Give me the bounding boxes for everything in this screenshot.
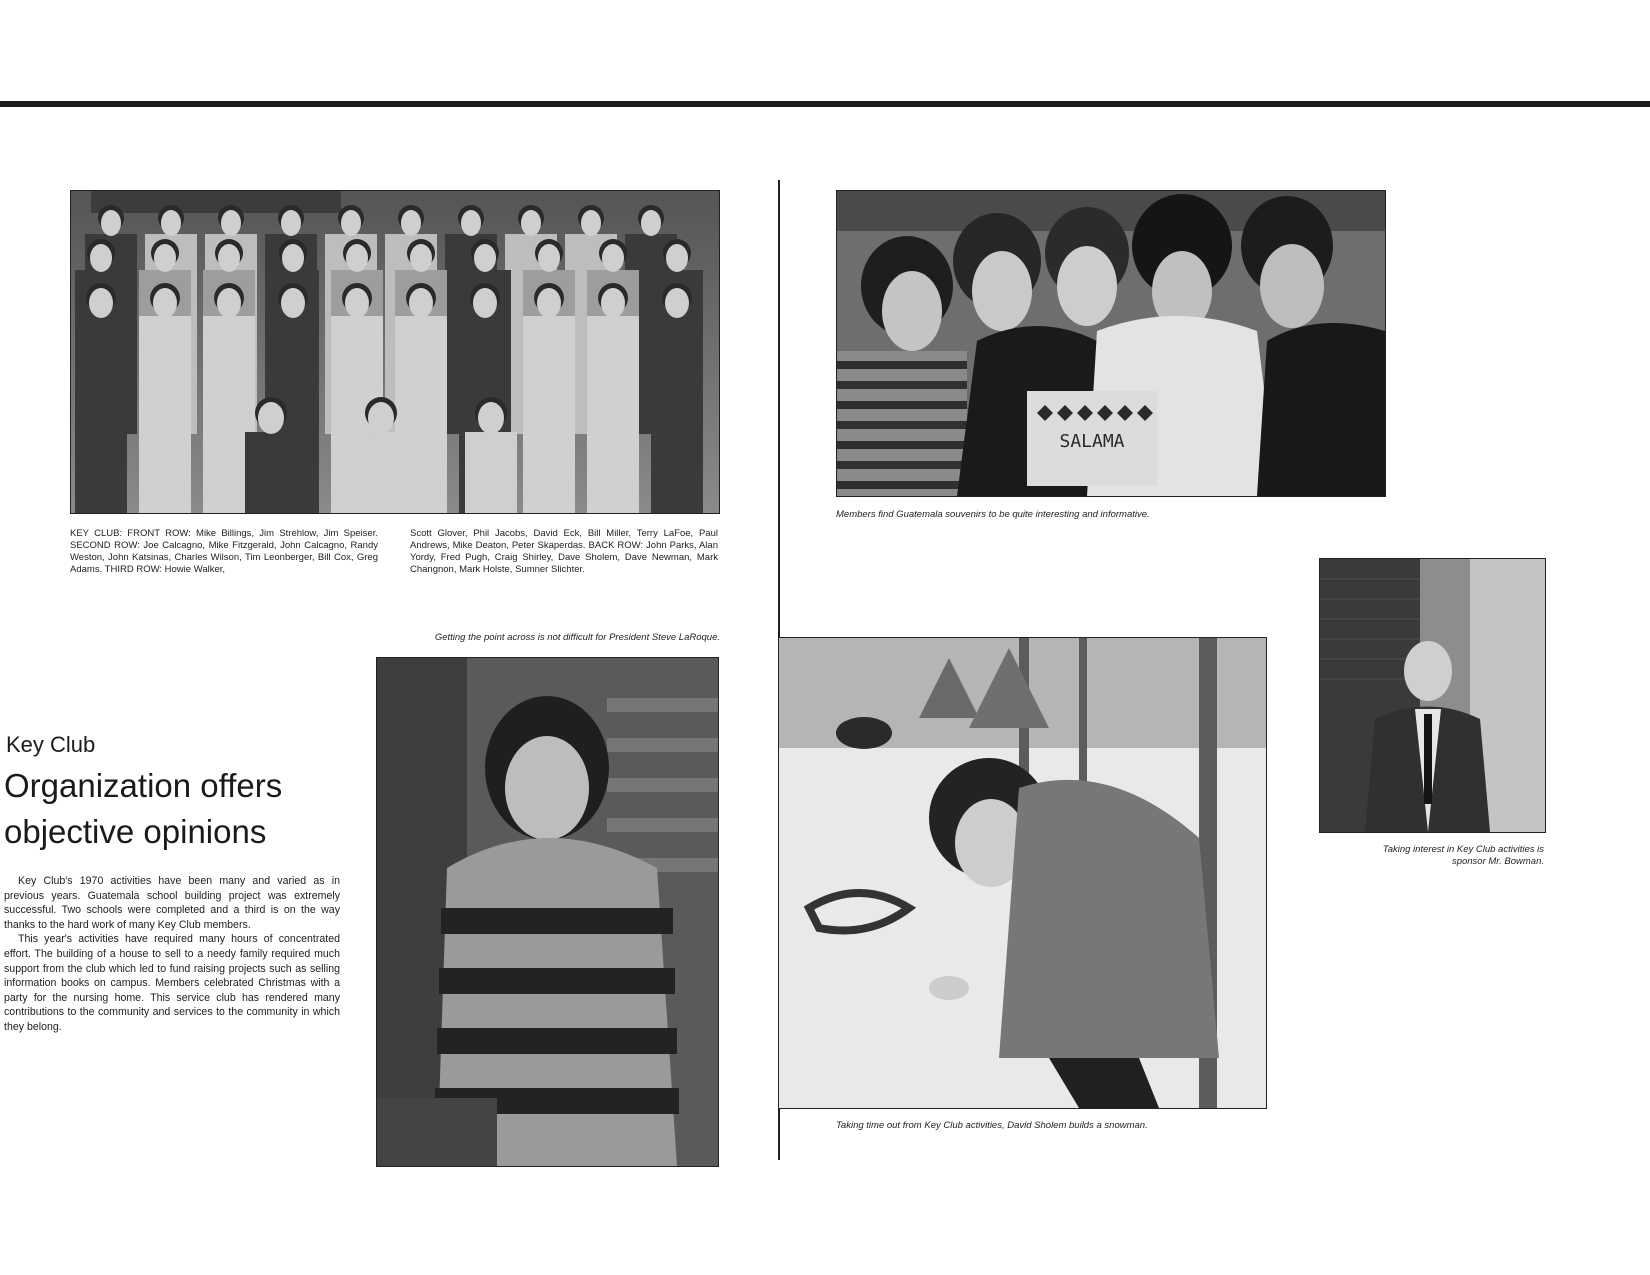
souvenir-photo (836, 190, 1386, 497)
snowman-photo-caption: Taking time out from Key Club activities, David Sholem builds a snowman. (836, 1120, 1148, 1131)
article-paragraph-2: This year's activities have required many hours of concentrated effort. The building of a house to sell to a needy family required much support from the club which led to fund raising projects such as selling information books on campus. Members celebrated Christmas with a party for the nursing home. This service club has rendered many contributions to the community and services to the community in which they belong. (4, 933, 340, 1033)
sponsor-photo (1319, 558, 1546, 833)
key-club-group-photo (70, 190, 720, 514)
snowman-photo (778, 637, 1267, 1109)
article-body (4, 874, 340, 1035)
headline-line-1: Organization offers (4, 767, 283, 804)
group-photo-caption-left: KEY CLUB: FRONT ROW: Mike Billings, Jim Strehlow, Jim Speiser. SECOND ROW: Joe Calcagno, Mike Fitzgerald, John Calcagno, Randy Weston, John Katsinas, Charles Wilson, Tim Leonberger, Bill Cox, Greg Adams. THIRD ROW: Howie Walker, (70, 528, 378, 575)
article-paragraph-1: Key Club's 1970 activities have been many and varied as in previous years. Guatemala school building project was extremely successful. Two schools were completed and a third is on the way thanks to the hard work of many Key Club members. (4, 875, 340, 931)
sponsor-caption-line-2: sponsor Mr. Bowman. (1451, 856, 1544, 867)
page-top-edge (0, 101, 1650, 107)
souvenir-photo-caption: Members find Guatemala souvenirs to be quite interesting and informative. (836, 509, 1150, 520)
sponsor-photo-caption (1300, 844, 1544, 868)
president-photo-caption: Getting the point across is not difficult for President Steve LaRoque. (434, 632, 720, 643)
president-photo (376, 657, 719, 1167)
headline-line-2: objective opinions (4, 813, 267, 850)
article-headline (4, 763, 344, 855)
sponsor-caption-line-1: Taking interest in Key Club activities is (1382, 844, 1544, 855)
group-photo-caption-right: Scott Glover, Phil Jacobs, David Eck, Bill Miller, Terry LaFoe, Paul Andrews, Mike Deaton, Peter Skaperdas. BACK ROW: John Parks, Alan Yordy, Fred Pugh, Craig Shirley, Dave Sholem, Dave Newman, Mark Changnon, Mark Holste, Sumner Slichter. (410, 528, 718, 575)
section-label: Key Club (6, 732, 96, 757)
salama-fabric-text: SALAMA (1059, 431, 1125, 452)
